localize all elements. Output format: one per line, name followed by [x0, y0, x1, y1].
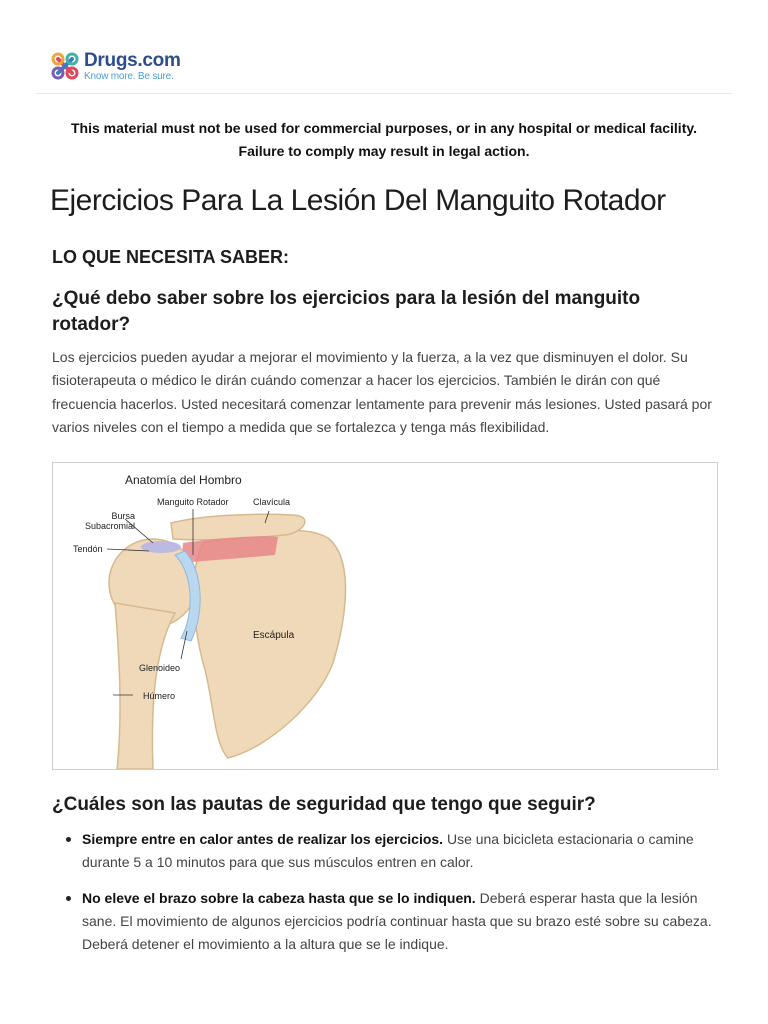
list-item — [52, 828, 712, 874]
label-bursa-subacromial: Bursa Subacromial — [85, 511, 136, 531]
question-heading-1: ¿Qué debo saber sobre los ejercicios para la lesión del manguito rotador? — [52, 288, 641, 335]
label-escapula: Escápula — [253, 630, 295, 641]
label-tendon: Tendón — [73, 544, 103, 554]
list-item-text: Use una bicicleta estacionaria o camine durante 5 a 10 minutos para que sus músculos entren en calor. — [82, 831, 694, 870]
list-item-text: Deberá esperar hasta que la lesión sane. El movimiento de algunos ejercicios podría continuar hasta que su brazo esté sobre su cabeza. Deberá detener el movimiento a la altura que se le indique. — [82, 890, 712, 952]
label-clavicula: Clavícula — [253, 497, 291, 507]
shoulder-anatomy-figure — [52, 462, 718, 770]
site-header — [50, 48, 181, 84]
list-item-bold: No eleve el brazo sobre la cabeza hasta que se lo indiquen. — [82, 890, 476, 906]
bullet-icon — [66, 896, 71, 901]
figure-title: Anatomía del Hombro — [125, 473, 242, 487]
humerus-shaft-shape — [115, 603, 175, 769]
scapula-shape — [194, 530, 346, 758]
brand-tagline: Know more. Be sure. — [84, 70, 174, 82]
legal-notice: This material must not be used for commercial purposes, or in any hospital or medical facility. Failure to comply may result in legal action. — [70, 120, 697, 159]
header-divider — [36, 93, 732, 94]
question-heading-2: ¿Cuáles son las pautas de seguridad que tengo que seguir? — [52, 794, 596, 815]
brand-name: Drugs.com — [84, 49, 181, 71]
list-item — [52, 887, 712, 956]
bullet-icon — [66, 837, 71, 842]
logo-wordmark[interactable] — [84, 51, 181, 82]
label-humero: Húmero — [143, 691, 176, 701]
section-heading: LO QUE NECESITA SABER: — [52, 247, 290, 267]
label-glenoideo: Glenoideo — [139, 663, 181, 673]
intro-paragraph: Los ejercicios pueden ayudar a mejorar el movimiento y la fuerza, a la vez que disminuyen el dolor. Su fisioterapeuta o médico le dirán cuándo comenzar a hacer los ejercicios. También le dirán con qué frecuencia hacerlos. Usted necesitará comenzar lentamente para prevenir más lesiones. Usted pasará por varios niveles con el tiempo a medida que se fortalezca y tenga más flexibilidad. — [52, 349, 712, 435]
drugs-com-logo-icon[interactable] — [50, 51, 80, 81]
shoulder-anatomy-illustration — [53, 463, 717, 769]
safety-guidelines-list — [52, 828, 712, 969]
page-title: Ejercicios Para La Lesión Del Manguito Rotador — [50, 184, 666, 217]
label-manguito-rotador: Manguito Rotador — [157, 497, 229, 507]
list-item-bold: Siempre entre en calor antes de realizar los ejercicios. — [82, 831, 444, 847]
